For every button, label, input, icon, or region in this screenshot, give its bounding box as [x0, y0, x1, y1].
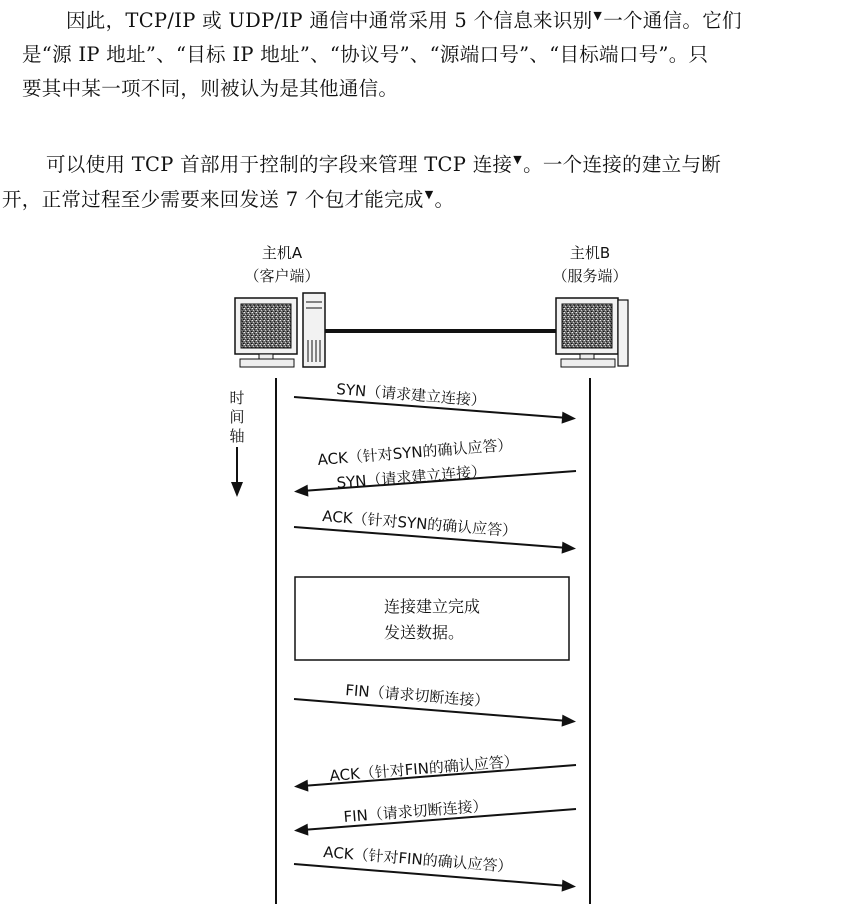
paragraph1-line3: 要其中某一项不同，则被认为是其他通信。 [22, 77, 399, 100]
host-b-role: （服务端） [552, 267, 628, 285]
arrow-head [562, 880, 576, 892]
message-final-ack [294, 507, 576, 554]
footnote-marker: ▼ [424, 188, 434, 201]
footnote-marker: ▼ [593, 9, 603, 22]
message-label: SYN（请求建立连接） [335, 380, 487, 410]
message-label: FIN（请求切断连接） [344, 681, 490, 711]
message-label: ACK（针对SYN的确认应答） [321, 507, 518, 541]
host-a-role: （客户端） [244, 267, 320, 285]
message-fin-reply [294, 797, 576, 836]
message-last-ack [294, 843, 576, 892]
arrow-head [562, 715, 576, 727]
message-fin-ack [294, 752, 576, 791]
message-label: ACK（针对SYN的确认应答） [316, 435, 513, 469]
time-axis-label-2: 间 [229, 408, 245, 426]
message-label: SYN（请求建立连接） [335, 462, 487, 492]
time-axis-label-1: 时 [229, 389, 245, 407]
arrow-head [562, 542, 576, 554]
paragraph2-line1-text-b: 。一个连接的建立与断 [523, 153, 722, 176]
computer-a-icon [235, 293, 325, 367]
paragraph1-line1-text-b: 一个通信。它们 [603, 9, 742, 32]
time-axis-arrow [231, 447, 243, 497]
time-axis-label-3: 轴 [229, 427, 245, 445]
message-label: ACK（针对FIN的确认应答） [322, 843, 514, 876]
message-syn-request [294, 380, 576, 424]
paragraph2-line2-text-b: 。 [434, 188, 455, 211]
arrow-head [294, 824, 308, 836]
message-label: ACK（针对FIN的确认应答） [328, 752, 520, 785]
arrow-head [294, 485, 308, 497]
computer-b-icon [556, 298, 628, 367]
message-label: FIN（请求切断连接） [342, 796, 489, 826]
paragraph2-line1-text-a: 可以使用 TCP 首部用于控制的字段来管理 TCP 连接 [46, 153, 513, 176]
data-transfer-box [295, 577, 569, 660]
footnote-marker: ▼ [513, 153, 523, 166]
data-box-line1: 连接建立完成 [384, 597, 481, 616]
paragraph1-line1-text-a: 因此，TCP/IP 或 UDP/IP 通信中通常采用 5 个信息来识别 [66, 9, 593, 32]
host-a-name: 主机A [261, 244, 303, 262]
paragraph2-line2-text-a: 开，正常过程至少需要来回发送 7 个包才能完成 [2, 188, 424, 211]
host-b-name: 主机B [569, 244, 611, 262]
message-fin-request [294, 681, 576, 727]
paragraph1-line2: 是“源 IP 地址”、“目标 IP 地址”、“协议号”、“源端口号”、“目标端口号”。只 [22, 43, 709, 66]
arrow-head [294, 780, 308, 792]
arrow-head [562, 412, 576, 424]
data-box-line2: 发送数据。 [384, 623, 465, 642]
